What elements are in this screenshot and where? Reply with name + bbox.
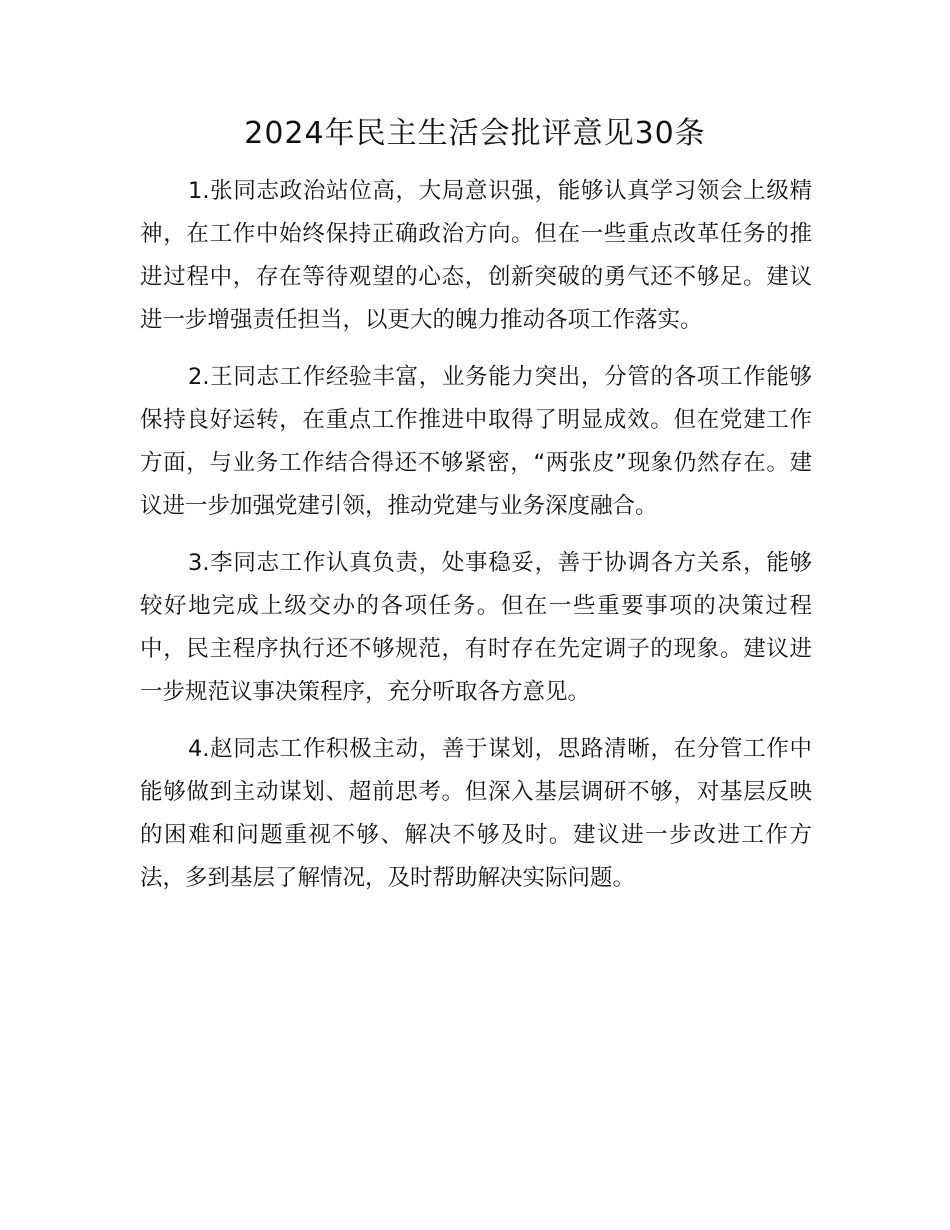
paragraph-1: 1.张同志政治站位高，大局意识强，能够认真学习领会上级精神，在工作中始终保持正确政治方向。但在一些重点改革任务的推进过程中，存在等待观望的心态，创新突破的勇气还不够足。建议进一步增强责任担当，以更大的魄力推动各项工作落实。 [140, 178, 812, 333]
document-title: 2024年民主生活会批评意见30条 [244, 116, 706, 151]
document-body [140, 170, 812, 914]
paragraph-4: 4.赵同志工作积极主动，善于谋划，思路清晰，在分管工作中能够做到主动谋划、超前思考。但深入基层调研不够，对基层反映的困难和问题重视不够、解决不够及时。建议进一步改进工作方法，多到基层了解情况，及时帮助解决实际问题。 [140, 736, 812, 891]
paragraph-3: 3.李同志工作认真负责，处事稳妥，善于协调各方关系，能够较好地完成上级交办的各项任务。但在一些重要事项的决策过程中，民主程序执行还不够规范，有时存在先定调子的现象。建议进一步规范议事决策程序，充分听取各方意见。 [140, 550, 812, 705]
paragraph-2: 2.王同志工作经验丰富，业务能力突出，分管的各项工作能够保持良好运转，在重点工作推进中取得了明显成效。但在党建工作方面，与业务工作结合得还不够紧密，“两张皮”现象仍然存在。建议进一步加强党建引领，推动党建与业务深度融合。 [140, 364, 812, 519]
